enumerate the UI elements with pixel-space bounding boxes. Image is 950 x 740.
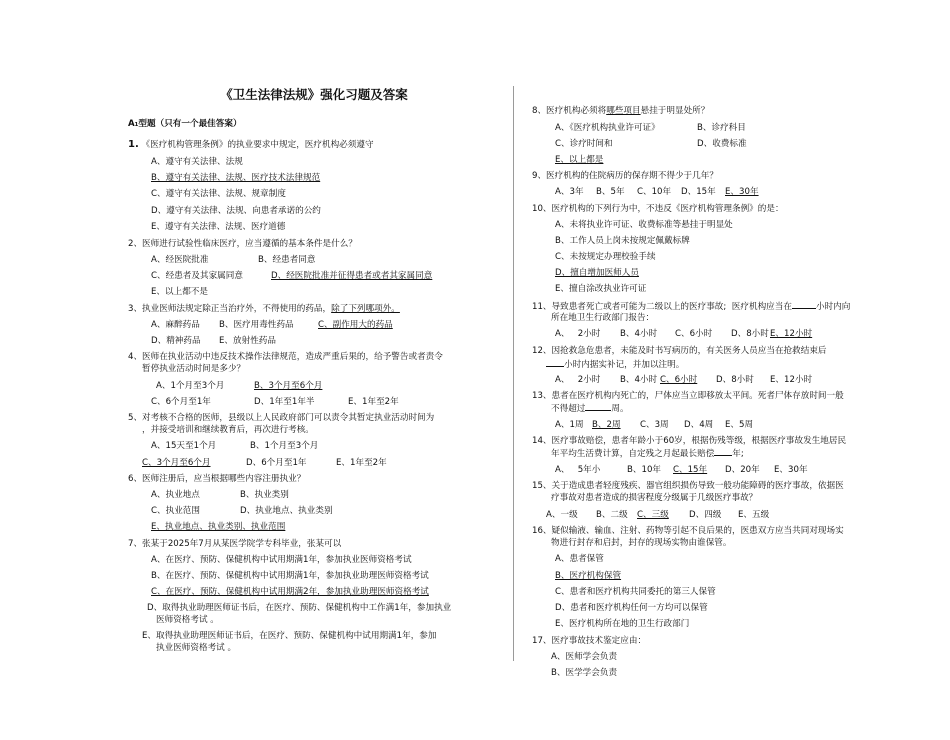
option-d: D、6个月至1年 bbox=[246, 458, 307, 468]
question-3 bbox=[128, 302, 400, 314]
option-d: D、20年 bbox=[725, 465, 760, 475]
option-a: A、《医疗机构执业许可证》 bbox=[555, 123, 660, 133]
option-d: D、执业地点、执业类别 bbox=[240, 506, 333, 516]
option-a: A、1周 bbox=[555, 420, 584, 430]
option-e-answer: E、30年 bbox=[725, 187, 759, 197]
option-a-text: 2小时 bbox=[577, 375, 601, 385]
option-a: A、未将执业许可证、收费标准等悬挂于明显处 bbox=[555, 220, 733, 230]
option-a: A、遵守有关法律、法规 bbox=[151, 157, 243, 167]
option-c-answer: C、副作用大的药品 bbox=[318, 320, 393, 330]
answer-blank bbox=[792, 299, 816, 309]
option-c-answer: C、三级 bbox=[637, 510, 669, 520]
option-c: C、遵守有关法律、法规、规章制度 bbox=[151, 189, 286, 199]
answer-blank bbox=[714, 446, 732, 456]
question-8 bbox=[532, 104, 709, 116]
option-a: A、在医疗、预防、保健机构中试用期满1年，参加执业医师资格考试 bbox=[151, 555, 412, 565]
option-d-answer: D、擅自增加医师人员 bbox=[555, 268, 639, 278]
option-d: D、8小时 bbox=[731, 329, 769, 339]
question-14-line1: 14、医疗事故赔偿，患者年龄小于60岁，根据伤残等级，根据医疗事故发生地居民 bbox=[532, 436, 847, 446]
option-c-answer: C、3个月至6个月 bbox=[142, 458, 211, 468]
option-b: B、诊疗科目 bbox=[697, 123, 746, 133]
option-b: B、工作人员上岗未按规定佩戴标牌 bbox=[555, 236, 690, 246]
question-text: 小时内据实补记，并加以注明。 bbox=[564, 360, 685, 370]
option-c: C、执业范围 bbox=[151, 506, 200, 516]
option-b: B、5年 bbox=[596, 187, 625, 197]
option-c: C、患者和医疗机构共同委托的第三人保管 bbox=[555, 587, 716, 597]
question-4-line1: 4、医师在执业活动中违反技术操作法律规范，造成严重后果的，给予警告或者责令 bbox=[128, 352, 443, 362]
section-heading: A₁型题（只有一个最佳答案） bbox=[128, 119, 242, 129]
option-c: C、10年 bbox=[637, 187, 672, 197]
option-a: A、麻醉药品 bbox=[151, 320, 200, 330]
option-e: E、30年 bbox=[774, 465, 808, 475]
option-d: D、精神药品 bbox=[151, 336, 201, 346]
option-a-text: 5年小 bbox=[577, 465, 601, 475]
question-text-end: 悬挂于明显处所？ bbox=[640, 106, 710, 116]
option-b: B、1个月至3个月 bbox=[250, 441, 319, 451]
question-7: 7、张某于2025年7月从某医学院学专科毕业，张某可以 bbox=[128, 539, 342, 549]
question-text-2: 周。 bbox=[611, 404, 629, 414]
option-b: B、在医疗、预防、保健机构中试用期满1年，参加执业助理医师资格考试 bbox=[151, 571, 429, 581]
option-e: E、五级 bbox=[738, 510, 770, 520]
answer-blank bbox=[585, 401, 611, 411]
question-16-line2: 物进行封存和启封，封存的现场实物由谁保管。 bbox=[551, 538, 732, 548]
option-a bbox=[555, 463, 600, 475]
option-d: D、四级 bbox=[689, 510, 722, 520]
question-text-underlined: 除了下列哪项外。 bbox=[331, 304, 400, 314]
option-e-answer: E、12小时 bbox=[770, 329, 813, 339]
question-16-line1: 16、疑似输液、输血、注射、药物等引起不良后果的，医患双方应当共同对现场实 bbox=[532, 526, 844, 536]
question-4-line2: 暂停执业活动时间是多少？ bbox=[142, 364, 246, 374]
option-c-answer: C、15年 bbox=[673, 465, 708, 475]
question-12-line1: 12、因抢救急危患者，未能及时书写病历的，有关医务人员应当在抢救结束后 bbox=[532, 346, 827, 356]
option-c-answer: C、在医疗、预防、保健机构中试用期满2年，参加执业助理医师资格考试 bbox=[151, 587, 429, 597]
option-e: E、以上都不是 bbox=[151, 287, 208, 297]
question-text-2: 医疗机构应当在 bbox=[731, 302, 792, 312]
question-5-line1: 5、对考核不合格的医师，县级以上人民政府部门可以责令其暂定执业活动时间为 bbox=[128, 413, 435, 423]
question-text: 不得超过 bbox=[551, 404, 586, 414]
option-e: E、放射性药品 bbox=[219, 336, 276, 346]
option-c: C、6小时 bbox=[675, 329, 713, 339]
question-12-line2 bbox=[546, 357, 684, 370]
option-b-answer: B、2周 bbox=[592, 420, 621, 430]
option-c-answer: C、6小时 bbox=[660, 375, 698, 385]
question-13-line1: 13、患者在医疗机构内死亡的，尸体应当立即移放太平间。死者尸体存放时间一般 bbox=[532, 391, 844, 401]
question-17: 17、医疗事故技术鉴定应由： bbox=[532, 636, 647, 646]
option-d-line2: 医师资格考试 。 bbox=[156, 615, 219, 625]
option-c: C、6个月至1年 bbox=[151, 397, 211, 407]
option-a bbox=[555, 327, 600, 339]
option-d: D、8小时 bbox=[716, 375, 754, 385]
option-d: D、15年 bbox=[681, 187, 716, 197]
question-9: 9、医疗机构的住院病历的保存期不得少于几年？ bbox=[532, 171, 718, 181]
option-d: D、遵守有关法律、法规、向患者承诺的公约 bbox=[151, 206, 321, 216]
question-text-underlined: 哪些项目 bbox=[606, 106, 641, 116]
option-d: D、1年至1年半 bbox=[254, 397, 315, 407]
option-d-answer: D、经医院批准并征得患者或者其家属同意 bbox=[271, 271, 433, 281]
question-number: 1. bbox=[128, 139, 139, 150]
option-d-line1: D、取得执业助理医师证书后，在医疗、预防、保健机构中工作满1年，参加执业 bbox=[147, 603, 452, 613]
option-e: E、擅自涂改执业许可证 bbox=[555, 284, 647, 294]
option-d: D、患者和医疗机构任何一方均可以保管 bbox=[555, 603, 708, 613]
option-b: B、医疗用毒性药品 bbox=[219, 320, 294, 330]
option-d: D、收费标准 bbox=[697, 139, 747, 149]
question-11-line2: 所在地卫生行政部门报告： bbox=[551, 313, 655, 323]
option-a-letter: A、 bbox=[555, 465, 570, 475]
question-text: 8、医疗机构必须将 bbox=[532, 106, 607, 116]
question-text: 年平均生活费计算，自定残之月起最长赔偿 bbox=[551, 449, 715, 459]
option-b: B、执业类别 bbox=[240, 490, 289, 500]
option-e: E、12小时 bbox=[770, 375, 813, 385]
option-a bbox=[555, 373, 600, 385]
option-e-answer: E、以上都是 bbox=[555, 155, 604, 165]
option-e: E、1年至2年 bbox=[336, 458, 387, 468]
option-a: A、一级 bbox=[546, 510, 578, 520]
question-text-3: 小时内向 bbox=[815, 302, 851, 312]
question-text-2: 年; bbox=[732, 449, 744, 459]
question-5-line2: ，并接受培训和继续教育后，再次进行考核。 bbox=[142, 425, 314, 435]
question-2: 2、医师进行试验性临床医疗，应当遵循的基本条件是什么？ bbox=[128, 239, 357, 249]
option-c: C、经患者及其家属同意 bbox=[151, 271, 243, 281]
question-10: 10、医疗机构的下列行为中，不违反《医疗机构管理条例》的是： bbox=[532, 204, 784, 214]
option-b: B、二级 bbox=[596, 510, 628, 520]
option-a-letter: A、 bbox=[555, 375, 570, 385]
question-1 bbox=[128, 138, 374, 150]
option-b: B、经患者同意 bbox=[258, 255, 316, 265]
question-13-line2 bbox=[551, 401, 629, 414]
option-a: A、患者保管 bbox=[555, 554, 604, 564]
option-b: B、4小时 bbox=[620, 329, 658, 339]
option-b-answer: B、遵守有关法律、法规、医疗技术法律规范 bbox=[151, 173, 321, 183]
question-text: 3、执业医师法规定除正当治疗外，不得使用的药品， bbox=[128, 304, 332, 314]
option-a: A、3年 bbox=[555, 187, 584, 197]
column-divider bbox=[513, 86, 514, 661]
document-title: 《卫生法律法规》强化习题及答案 bbox=[220, 87, 408, 102]
option-b: B、4小时 bbox=[620, 375, 658, 385]
option-e-line1: E、取得执业助理医师证书后，在医疗、预防、保健机构中试用期满1年，参加 bbox=[142, 631, 437, 641]
option-a: A、1个月至3个月 bbox=[156, 381, 225, 391]
option-b: B、10年 bbox=[627, 465, 662, 475]
option-b-answer: B、3个月至6个月 bbox=[254, 381, 323, 391]
option-d: D、4周 bbox=[684, 420, 714, 430]
option-e: E、1年至2年 bbox=[348, 397, 399, 407]
answer-blank bbox=[546, 357, 564, 367]
option-a: A、经医院批准 bbox=[151, 255, 209, 265]
option-c: C、3周 bbox=[640, 420, 669, 430]
option-b-answer: B、医疗机构保管 bbox=[555, 571, 622, 581]
question-6: 6、医师注册后，应当根据哪些内容注册执业？ bbox=[128, 474, 306, 484]
option-e-answer: E、执业地点、执业类别、执业范围 bbox=[151, 522, 286, 532]
option-a: A、执业地点 bbox=[151, 490, 200, 500]
option-e-line2: 执业医师资格考试 。 bbox=[156, 643, 237, 653]
question-text: 11、导致患者死亡或者可能为二级以上的医疗事故; bbox=[532, 302, 727, 312]
question-text: 《医疗机构管理条例》的执业要求中规定，医疗机构必须遵守 bbox=[141, 140, 374, 150]
option-a: A、医师学会负责 bbox=[551, 652, 618, 662]
option-a: A、15天至1个月 bbox=[151, 441, 217, 451]
option-a-text: 2小时 bbox=[577, 329, 601, 339]
option-b: B、医学学会负责 bbox=[551, 668, 618, 678]
option-c: C、未按规定办理校验手续 bbox=[555, 252, 656, 262]
option-e: E、医疗机构所在地的卫生行政部门 bbox=[555, 619, 690, 629]
option-e: E、5周 bbox=[725, 420, 754, 430]
question-15-line2: 疗事故对患者造成的损害程度分级属于几级医疗事故？ bbox=[551, 493, 758, 503]
question-15-line1: 15、关于造成患者轻度残疾、器官组织损伤导致一般功能障碍的医疗事故，依据医 bbox=[532, 481, 844, 491]
option-a-letter: A、 bbox=[555, 329, 570, 339]
question-14-line2 bbox=[551, 446, 744, 459]
option-c: C、诊疗时间和 bbox=[555, 139, 613, 149]
option-e: E、遵守有关法律、法规、医疗道德 bbox=[151, 222, 286, 232]
